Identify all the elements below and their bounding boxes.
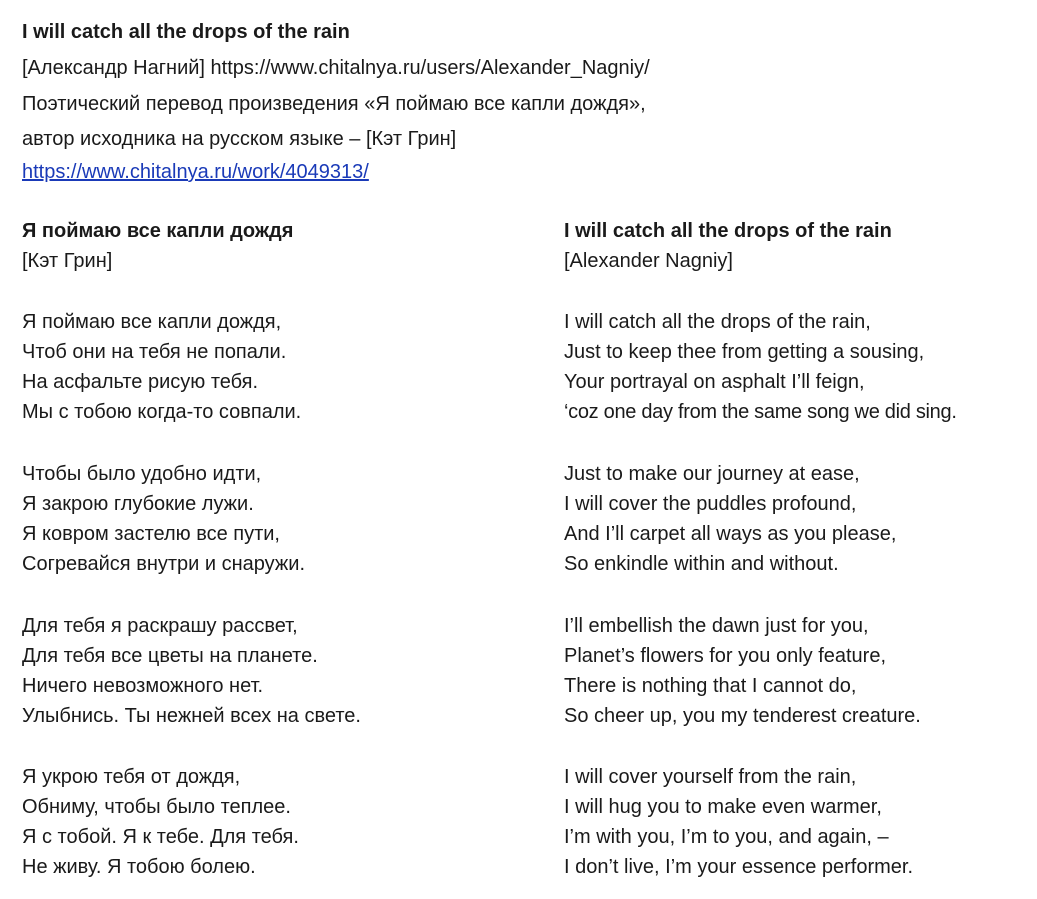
description-line-1: Поэтический перевод произведения «Я поймаю все капли дождя», — [22, 93, 646, 115]
original-stanza-4-line-2: Обниму, чтобы было теплее. — [22, 796, 291, 818]
original-stanza-3-line-3: Ничего невозможного нет. — [22, 675, 264, 697]
original-stanza-1-line-3: На асфальте рисую тебя. — [22, 371, 259, 393]
original-stanza-4-line-4: Не живу. Я тобою болею. — [22, 856, 256, 878]
translation-author: [Alexander Nagniy] — [564, 250, 733, 272]
translation-stanza-2-line-4: So enkindle within and without. — [564, 553, 839, 575]
translation-stanza-4-line-1: I will cover yourself from the rain, — [564, 766, 857, 788]
source-link[interactable]: https://www.chitalnya.ru/work/4049313/ — [22, 161, 369, 183]
translation-stanza-4-line-2: I will hug you to make even warmer, — [564, 796, 882, 818]
translation-stanza-3-line-2: Planet’s flowers for you only feature, — [564, 645, 887, 667]
document-title: I will catch all the drops of the rain — [22, 21, 350, 43]
original-stanza-3-line-1: Для тебя я раскрашу рассвет, — [22, 615, 298, 637]
original-stanza-4-line-1: Я укрою тебя от дождя, — [22, 766, 241, 788]
original-stanza-4-line-3: Я с тобой. Я к тебе. Для тебя. — [22, 826, 299, 848]
original-stanza-3-line-4: Улыбнись. Ты нежней всех на свете. — [22, 705, 361, 727]
translation-stanza-1-line-4: ‘coz one day from the same song we did sing. — [564, 401, 957, 423]
translation-stanza-3-line-1: I’ll embellish the dawn just for you, — [564, 615, 869, 637]
translation-stanza-2-line-3: And I’ll carpet all ways as you please, — [564, 523, 897, 545]
translation-stanza-2-line-2: I will cover the puddles profound, — [564, 493, 857, 515]
original-stanza-2-line-3: Я ковром застелю все пути, — [22, 523, 280, 545]
translation-stanza-3-line-3: There is nothing that I cannot do, — [564, 675, 857, 697]
original-stanza-3-line-2: Для тебя все цветы на планете. — [22, 645, 318, 667]
translation-stanza-1-line-3: Your portrayal on asphalt I’ll feign, — [564, 371, 865, 393]
translation-stanza-4-line-3: I’m with you, I’m to you, and again, – — [564, 826, 889, 848]
description-line-2: автор исходника на русском языке – [Кэт Грин] — [22, 128, 457, 150]
original-title: Я поймаю все капли дождя — [22, 220, 294, 242]
original-stanza-1-line-1: Я поймаю все капли дождя, — [22, 311, 282, 333]
translation-stanza-3-line-4: So cheer up, you my tenderest creature. — [564, 705, 921, 727]
original-stanza-2-line-4: Согревайся внутри и снаружи. — [22, 553, 305, 575]
original-stanza-1-line-2: Чтоб они на тебя не попали. — [22, 341, 287, 363]
translation-stanza-2-line-1: Just to make our journey at ease, — [564, 463, 860, 485]
original-stanza-1-line-4: Мы с тобою когда-то совпали. — [22, 401, 302, 423]
original-stanza-2-line-2: Я закрою глубокие лужи. — [22, 493, 254, 515]
original-stanza-2-line-1: Чтобы было удобно идти, — [22, 463, 262, 485]
translation-stanza-4-line-4: I don’t live, I’m your essence performer. — [564, 856, 914, 878]
translation-stanza-1-line-1: I will catch all the drops of the rain, — [564, 311, 871, 333]
translation-title: I will catch all the drops of the rain — [564, 220, 892, 242]
author-line: [Александр Нагний] https://www.chitalnya.ru/users/Alexander_Nagniy/ — [22, 57, 650, 79]
original-author: [Кэт Грин] — [22, 250, 113, 272]
translation-stanza-1-line-2: Just to keep thee from getting a sousing, — [564, 341, 925, 363]
